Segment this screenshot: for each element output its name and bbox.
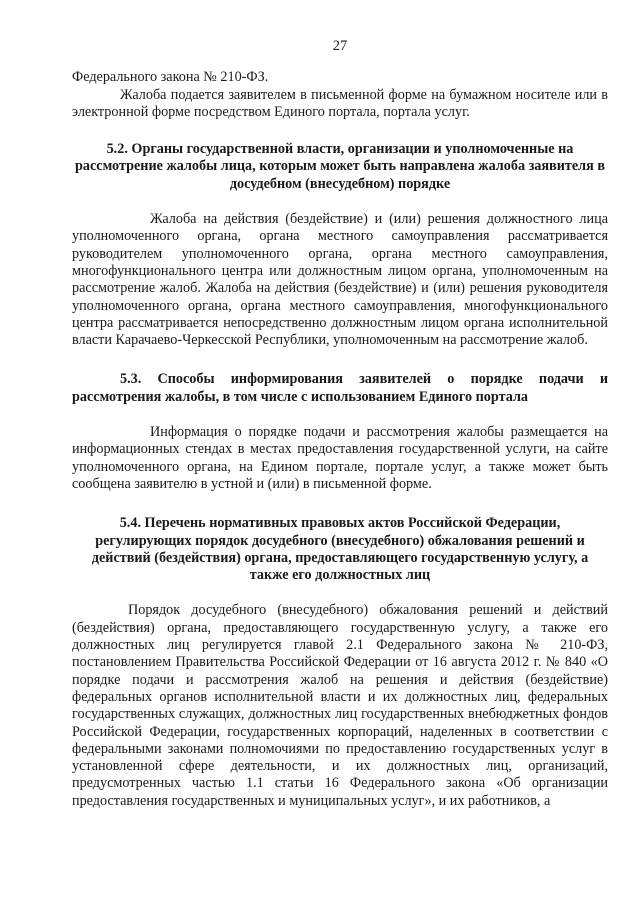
section-5-3-heading: 5.3. Способы информирования заявителей о порядке подачи и рассмотрения жалобы, в том числе с использованием Единого портала — [72, 371, 608, 405]
section-5-3-body: Информация о порядке подачи и рассмотрения жалобы размещается на информационных стендах в местах предоставления государственной услуги, на сайте уполномоченного органа, на Едином портале, портале услуг, а также может быть сообщена заявителю в устной и (или) в письменной форме. — [72, 424, 608, 492]
section-5-2-body: Жалоба на действия (бездействие) и (или) решения должностного лица уполномоченного органа, органа местного самоуправления рассматривается руководителем уполномоченного органа, органа местного самоуправления, многофункционального центра или должностным лицом органа, уполномоченным на рассмотрение жалоб. Жалоба на действия (бездействие) и (или) решения руководителя уполномоченного органа, органа местного самоуправления, многофункционального центра рассматривается непосредственно должностным лицом органа исполнительной власти Карачаево-Черкесской Республики, уполномоченным на рассмотрение жалоб. — [72, 211, 608, 349]
section-5-2-heading: 5.2. Органы государственной власти, организации и уполномоченные на рассмотрение жалобы лица, которым может быть направлена жалоба заявителя в досудебном (внесудебном) порядке — [74, 141, 606, 192]
page-number: 27 — [332, 38, 348, 54]
intro-line: Федерального закона № 210-ФЗ. — [72, 69, 269, 86]
section-5-4-body: Порядок досудебного (внесудебного) обжалования решений и действий (бездействия) органа, предоставляющего государственную услугу, а также его должностных лиц регулируется главой 2.1 Федерального закона № 210-ФЗ, постановлением Правительства Российской Федерации от 16 августа 2012 г. № 840 «О порядке подачи и рассмотрения жалоб на решения и действия (бездействие) федеральных органов исполнительной власти и их должностных лиц, федеральных государственных служащих, должностных лиц государственных внебюджетных фондов Российской Федерации, государственных корпораций, наделенных в соответствии с федеральными законами полномочиями по предоставлению государственных услуг в установленной сфере деятельности, и их должностных лиц, организаций, предусмотренных частью 1.1 статьи 16 Федерального закона «Об организации предоставления государственных и муниципальных услуг», и их работников, а — [72, 602, 608, 809]
intro-paragraph: Жалоба подается заявителем в письменной форме на бумажном носителе или в электронной форме посредством Единого портала, портала услуг. — [72, 86, 608, 120]
section-5-4-heading: 5.4. Перечень нормативных правовых актов Российской Федерации, регулирующих порядок досудебного (внесудебного) обжалования решений и действий (бездействия) органа, предоставляющего государственную услугу, а также его должностных лиц — [91, 515, 589, 584]
